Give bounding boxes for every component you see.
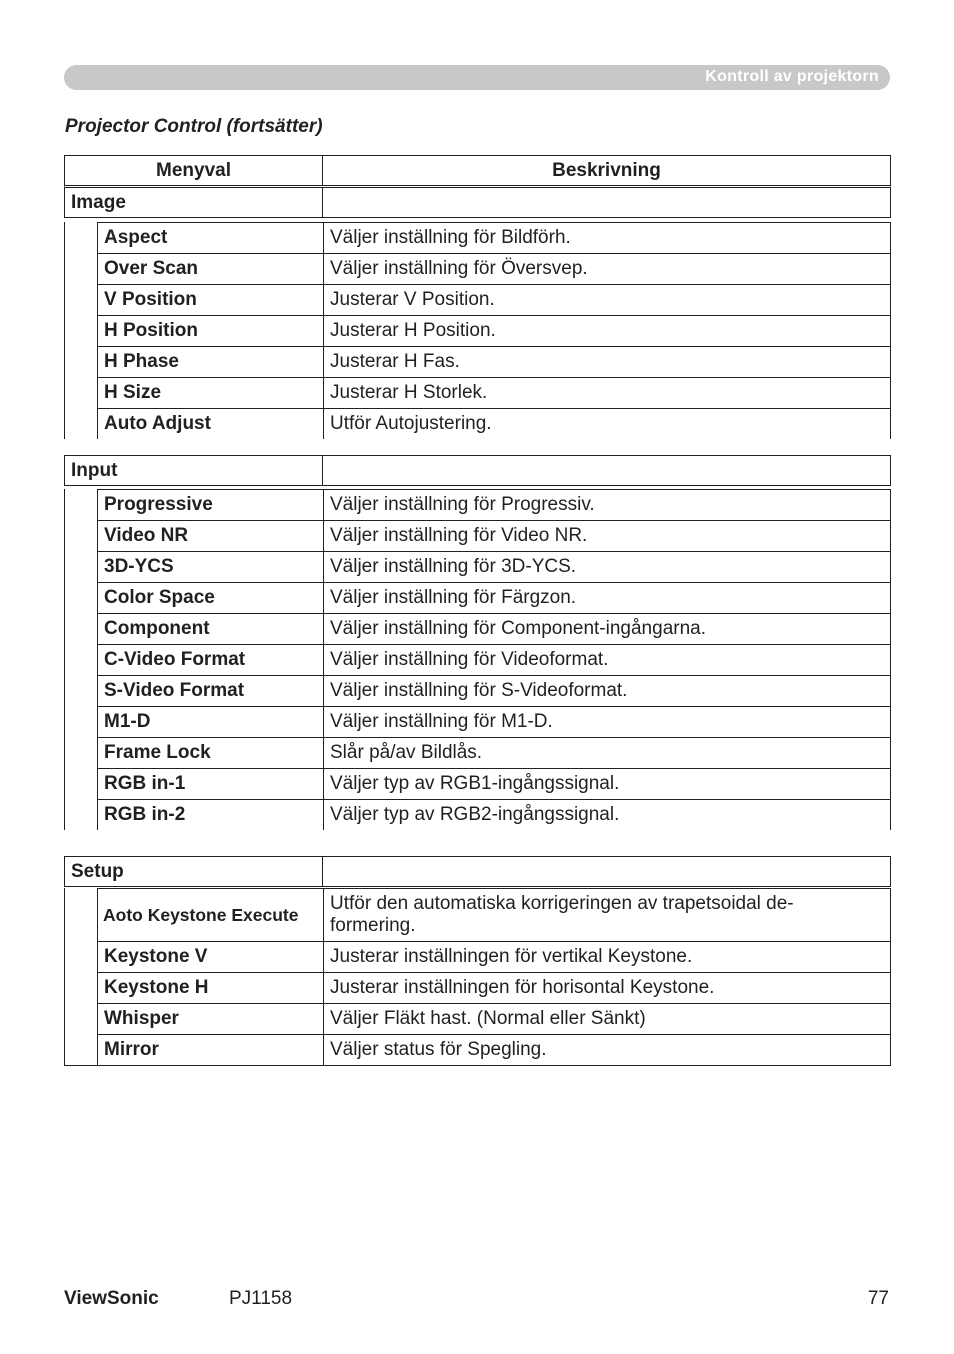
table-row <box>97 582 890 613</box>
menu-item-desc-text: Utför den automatiska korrigeringen av trapetsoidal de- formering. <box>330 893 794 936</box>
menu-item-name: 3D-YCS <box>98 552 324 582</box>
menu-item-name: Video NR <box>98 521 324 551</box>
menu-item-desc: Väljer typ av RGB1-ingångssignal. <box>330 773 620 794</box>
menu-item-name: Whisper <box>98 1004 324 1034</box>
table-header-row <box>64 155 891 188</box>
group-setup <box>64 856 891 1066</box>
menu-item-desc: Väljer inställning för M1-D. <box>330 711 553 732</box>
menu-item-desc <box>324 889 890 941</box>
table-row <box>97 799 890 830</box>
menu-item-name: RGB in-1 <box>98 769 324 799</box>
table-row <box>97 253 890 284</box>
menu-item-desc: Justerar H Position. <box>330 320 496 341</box>
menu-item-name: Aspect <box>98 223 324 253</box>
section-title: Projector Control (fortsätter) <box>65 116 323 137</box>
table-row <box>97 1003 890 1034</box>
chapter-title: Kontroll av projektorn <box>705 68 879 85</box>
table-row <box>97 284 890 315</box>
menu-item-desc: Väljer inställning för Progressiv. <box>330 494 595 515</box>
group-items <box>64 888 891 1066</box>
menu-item-name: S-Video Format <box>98 676 324 706</box>
chapter-header-bar <box>64 65 890 90</box>
menu-item-desc: Väljer inställning för Videoformat. <box>330 649 609 670</box>
table-row <box>97 408 890 439</box>
group-image <box>64 187 891 439</box>
page-number: 77 <box>867 1288 889 1309</box>
col-header-menu: Menyval <box>65 156 323 185</box>
table-row <box>97 315 890 346</box>
table-row <box>97 613 890 644</box>
group-name: Setup <box>65 857 323 886</box>
table-row <box>97 768 890 799</box>
menu-item-name: Frame Lock <box>98 738 324 768</box>
menu-item-name: Color Space <box>98 583 324 613</box>
footer-brand: ViewSonic <box>64 1288 159 1309</box>
menu-item-desc: Väljer inställning för Färgzon. <box>330 587 577 608</box>
menu-item-name: Component <box>98 614 324 644</box>
table-row <box>97 737 890 768</box>
menu-item-name: Mirror <box>98 1035 324 1065</box>
table-row <box>97 644 890 675</box>
menu-item-desc: Justerar V Position. <box>330 289 495 310</box>
menu-item-desc: Justerar inställningen för horisontal Keystone. <box>330 977 715 998</box>
menu-item-desc: Väljer inställning för Bildförh. <box>330 227 571 248</box>
group-header-row <box>64 455 891 486</box>
table-row <box>97 346 890 377</box>
table-row <box>97 888 890 941</box>
menu-item-name: Keystone H <box>98 973 324 1003</box>
group-items <box>64 222 891 439</box>
col-header-description: Beskrivning <box>552 159 661 181</box>
menu-item-desc: Väljer inställning för Översvep. <box>330 258 588 279</box>
menu-item-name: Auto Adjust <box>98 409 324 439</box>
menu-item-name: H Phase <box>98 347 324 377</box>
group-description <box>323 456 890 485</box>
menu-item-desc: Väljer inställning för Video NR. <box>330 525 588 546</box>
menu-item-name: Keystone V <box>98 942 324 972</box>
footer-model: PJ1158 <box>229 1288 293 1309</box>
menu-item-name: M1-D <box>98 707 324 737</box>
table-header <box>64 155 891 188</box>
menu-item-name: H Size <box>98 378 324 408</box>
table-row <box>97 520 890 551</box>
menu-item-desc: Justerar H Storlek. <box>330 382 488 403</box>
group-description <box>323 188 890 217</box>
table-row <box>97 972 890 1003</box>
menu-item-desc: Slår på/av Bildlås. <box>330 742 483 763</box>
table-row <box>97 1034 890 1065</box>
table-row <box>97 675 890 706</box>
menu-item-name: RGB in-2 <box>98 800 324 830</box>
group-input <box>64 455 891 830</box>
group-items <box>64 489 891 830</box>
table-row <box>97 551 890 582</box>
menu-item-desc: Väljer inställning för 3D-YCS. <box>330 556 577 577</box>
group-name: Input <box>65 456 323 485</box>
menu-item-desc: Väljer inställning för Component-ingångarna. <box>330 618 707 639</box>
menu-item-name: H Position <box>98 316 324 346</box>
table-row <box>97 377 890 408</box>
menu-item-name: Progressive <box>98 490 324 520</box>
group-description <box>323 857 890 886</box>
group-header-row <box>64 187 891 218</box>
group-name: Image <box>65 188 323 217</box>
menu-item-name: C-Video Format <box>98 645 324 675</box>
menu-item-desc: Utför Autojustering. <box>330 413 492 434</box>
menu-item-desc: Justerar H Fas. <box>330 351 460 372</box>
menu-item-name: Over Scan <box>98 254 324 284</box>
menu-item-desc: Väljer inställning för S-Videoformat. <box>330 680 628 701</box>
menu-item-desc: Väljer typ av RGB2-ingångssignal. <box>330 804 620 825</box>
table-row <box>97 941 890 972</box>
table-row <box>97 222 890 253</box>
menu-item-desc: Väljer Fläkt hast. (Normal eller Sänkt) <box>330 1008 646 1029</box>
table-row <box>97 706 890 737</box>
table-row <box>97 489 890 520</box>
menu-item-desc: Justerar inställningen för vertikal Keystone. <box>330 946 693 967</box>
menu-item-name: Aoto Keystone Execute <box>98 889 324 941</box>
group-header-row <box>64 856 891 887</box>
menu-item-desc: Väljer status för Spegling. <box>330 1039 547 1060</box>
menu-item-name: V Position <box>98 285 324 315</box>
